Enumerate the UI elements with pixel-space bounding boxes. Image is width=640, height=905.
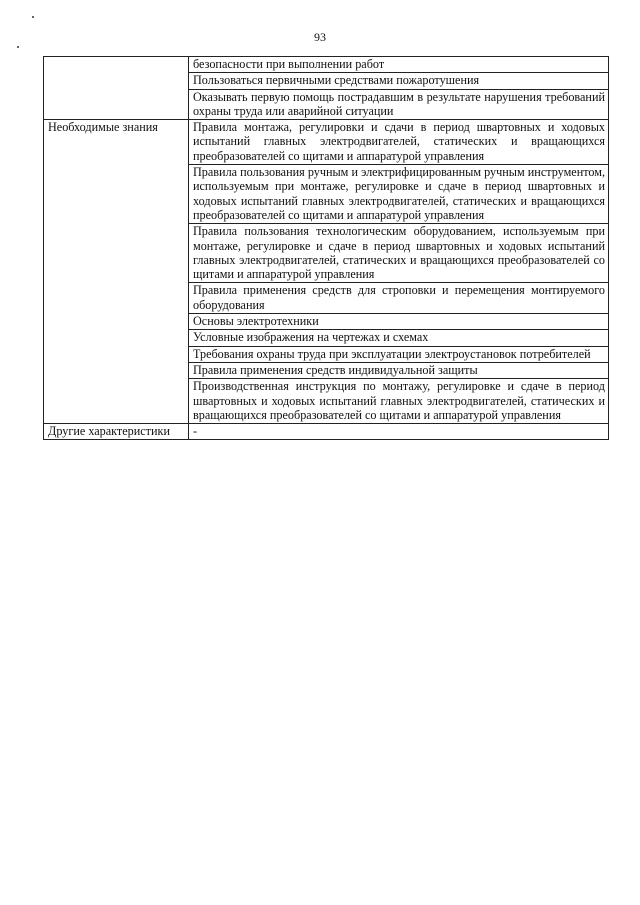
table-cell: Правила монтажа, регулировки и сдачи в период швартовных и ходовых испытаний главных электродвигателей, статических и вращающихся преобразователей со щитами и аппаратурой управления [189,120,609,165]
table-cell: Правила пользования технологическим оборудованием, используемым при монтаже, регулировке и сдаче в период швартовных и ходовых испытаний главных электродвигателей, статических и вращающихся преобразователей со щитами и аппаратурой управления [189,224,609,283]
table-cell: - [189,424,609,440]
table-cell: Правила пользования ручным и электрифицированным ручным инструментом, используемым при монтаже, регулировке и сдаче в период швартовных и ходовых испытаний главных электродвигателей, статических и вращающихся преобразователей со щитами и аппаратурой управления [189,165,609,224]
table-cell: Пользоваться первичными средствами пожаротушения [189,73,609,89]
table-cell: Условные изображения на чертежах и схемах [189,330,609,346]
knowledge-label: Необходимые знания [44,120,189,424]
table-cell: безопасности при выполнении работ [189,57,609,73]
table-cell: Правила применения средств для строповки и перемещения монтируемого оборудования [189,283,609,314]
table-row [44,57,609,73]
other-label: Другие характеристики [44,424,189,440]
table-cell: Требования охраны труда при эксплуатации электроустановок потребителей [189,346,609,362]
scan-speck [17,46,19,48]
label-cell-empty [44,57,189,120]
competency-table [43,56,609,440]
scan-speck [32,16,34,18]
page-number: 93 [314,30,326,44]
table-row [44,424,609,440]
table-cell: Оказывать первую помощь пострадавшим в результате нарушения требований охраны труда или аварийной ситуации [189,89,609,120]
table-row [44,120,609,165]
table-cell: Производственная инструкция по монтажу, регулировке и сдаче в период швартовных и ходовых испытаний главных электродвигателей, статических и вращающихся преобразователей со щитами и аппаратурой управления [189,379,609,424]
table-cell: Основы электротехники [189,314,609,330]
table-cell: Правила применения средств индивидуальной защиты [189,362,609,378]
